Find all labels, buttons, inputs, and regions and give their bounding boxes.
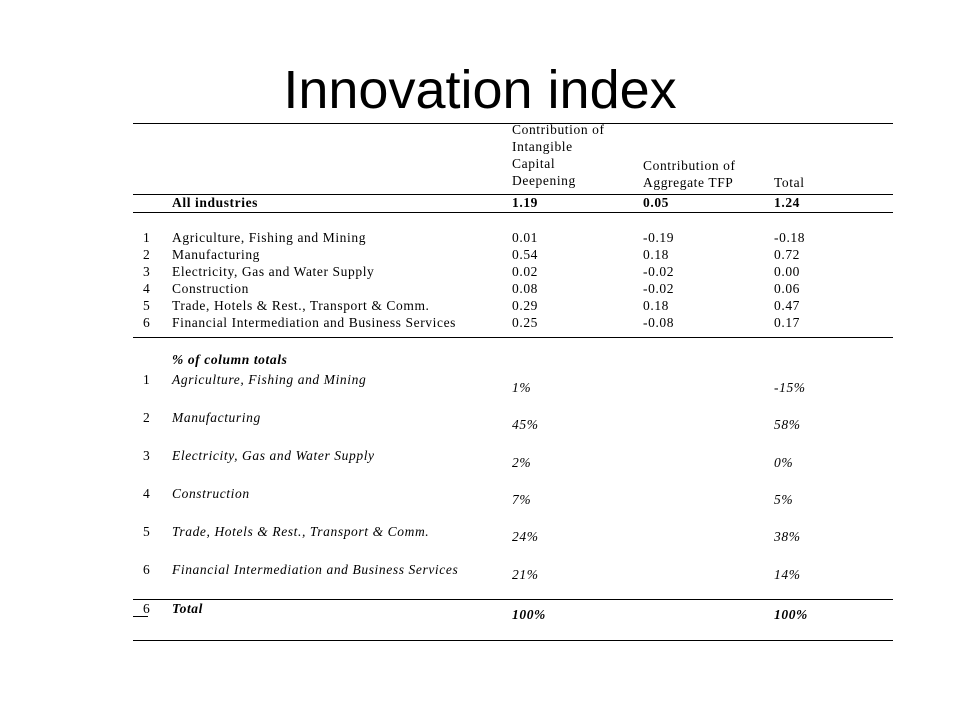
row-col1: 0.25 [512,315,539,330]
row-col3: 14% [774,567,801,582]
all-industries-underline [133,212,893,213]
row-col3: 0.06 [774,281,801,296]
all-industries-col2: 0.05 [643,195,670,210]
header-col1-line3: Capital [512,156,556,171]
row-col1: 0.54 [512,247,539,262]
row-label: Construction [172,281,249,296]
row-col2: -0.19 [643,230,675,245]
row-label: Construction [172,486,250,501]
row-col3: -15% [774,380,806,395]
header-col1-line4: Deepening [512,173,576,188]
header-col1-line1: Contribution of [512,122,605,137]
row-number: 3 [143,264,151,279]
row-number: 1 [143,230,151,245]
row-col1: 0.02 [512,264,539,279]
row-col2: -0.02 [643,264,675,279]
header-col2-line2: Aggregate TFP [643,175,734,190]
row-col1: 0.29 [512,298,539,313]
header-col2-line1: Contribution of [643,158,736,173]
row-number: 6 [143,601,151,616]
row-number: 4 [143,486,151,501]
total-col3: 100% [774,607,808,622]
page-title: Innovation index [283,60,677,120]
row-col1: 45% [512,417,539,432]
row-number: 6 [143,315,151,330]
row-col2: -0.08 [643,315,675,330]
row-label: Electricity, Gas and Water Supply [172,448,375,463]
row-col1: 7% [512,492,532,507]
row-col2: 0.18 [643,298,670,313]
row-col3: 0.72 [774,247,801,262]
header-col1-line2: Intangible [512,139,573,154]
row-label: Trade, Hotels & Rest., Transport & Comm. [172,298,430,313]
total-number-underline [133,616,148,617]
all-industries-col3: 1.24 [774,195,801,210]
row-label: Manufacturing [172,247,261,262]
total-col1: 100% [512,607,546,622]
row-col1: 2% [512,455,532,470]
pct-section-heading: % of column totals [172,352,288,367]
row-col3: 0.47 [774,298,801,313]
all-industries-label: All industries [172,195,259,210]
row-label: Trade, Hotels & Rest., Transport & Comm. [172,524,430,539]
row-number: 5 [143,524,151,539]
total-top-border [133,599,893,600]
row-col3: -0.18 [774,230,806,245]
row-col3: 58% [774,417,801,432]
row-col1: 21% [512,567,539,582]
row-col1: 0.01 [512,230,539,245]
row-label: Electricity, Gas and Water Supply [172,264,375,279]
header-col3: Total [774,175,805,190]
row-number: 4 [143,281,151,296]
row-number: 3 [143,448,151,463]
row-col3: 38% [774,529,801,544]
all-industries-col1: 1.19 [512,195,539,210]
row-number: 5 [143,298,151,313]
row-col1: 0.08 [512,281,539,296]
row-number: 2 [143,247,151,262]
row-col3: 0% [774,455,794,470]
total-label: Total [172,601,204,616]
row-col1: 1% [512,380,532,395]
row-col3: 5% [774,492,794,507]
row-number: 2 [143,410,151,425]
row-label: Agriculture, Fishing and Mining [172,372,367,387]
row-number: 1 [143,372,151,387]
row-col3: 0.17 [774,315,801,330]
section-divider [133,337,893,338]
row-col3: 0.00 [774,264,801,279]
row-label: Financial Intermediation and Business Services [172,315,457,330]
row-number: 6 [143,562,151,577]
row-col2: -0.02 [643,281,675,296]
row-label: Financial Intermediation and Business Services [172,562,459,577]
table-bottom-border [133,640,893,641]
row-label: Agriculture, Fishing and Mining [172,230,367,245]
row-label: Manufacturing [172,410,261,425]
row-col2: 0.18 [643,247,670,262]
row-col1: 24% [512,529,539,544]
